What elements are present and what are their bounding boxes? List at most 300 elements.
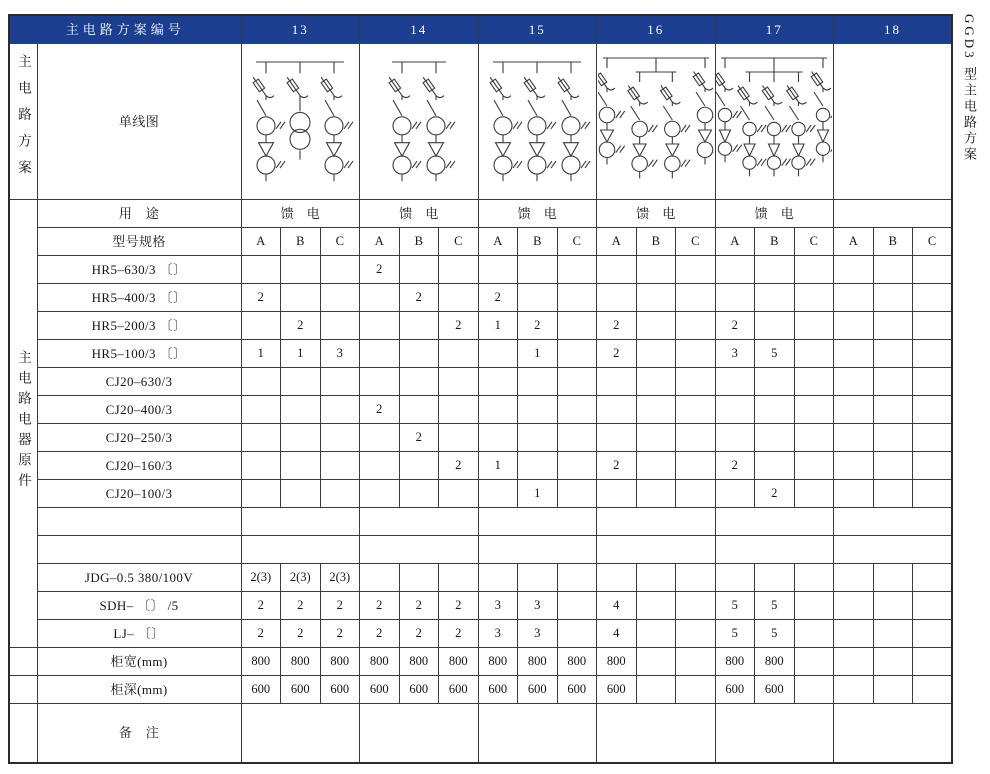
table-row [9, 507, 952, 535]
table-row [9, 283, 952, 311]
value-cell [715, 563, 755, 591]
value-cell: 5 [715, 619, 755, 647]
value-cell [794, 255, 834, 283]
value-cell [755, 451, 795, 479]
value-cell: 800 [715, 647, 755, 675]
value-cell [913, 283, 953, 311]
value-cell: 600 [439, 675, 479, 703]
subcolumn-header: A [478, 227, 518, 255]
value-cell [873, 647, 913, 675]
value-cell [834, 423, 874, 451]
value-cell: 1 [478, 311, 518, 339]
value-cell [439, 395, 479, 423]
section-label-main-circuit-components [9, 199, 37, 647]
scheme-number-15: 15 [478, 15, 597, 43]
value-cell [518, 367, 558, 395]
single-line-diagram-15-drawing [479, 46, 595, 198]
value-cell: 3 [518, 591, 558, 619]
value-cell [320, 479, 360, 507]
subcolumn-header: B [636, 227, 676, 255]
value-cell: 3 [478, 591, 518, 619]
value-cell: 2 [399, 423, 439, 451]
value-cell [676, 423, 716, 451]
value-cell [676, 339, 716, 367]
value-cell [636, 339, 676, 367]
value-cell [873, 395, 913, 423]
value-cell [241, 535, 360, 563]
value-cell [478, 367, 518, 395]
value-cell [834, 563, 874, 591]
value-cell [241, 479, 281, 507]
value-cell [320, 395, 360, 423]
value-cell [597, 283, 637, 311]
subcolumn-header: C [439, 227, 479, 255]
narrow-spacer-cell [9, 647, 37, 675]
value-cell [636, 395, 676, 423]
value-cell [399, 395, 439, 423]
value-cell: 2 [715, 451, 755, 479]
value-cell [399, 479, 439, 507]
scheme-number-13: 13 [241, 15, 360, 43]
value-cell: 600 [478, 675, 518, 703]
value-cell [794, 451, 834, 479]
value-cell: 5 [755, 619, 795, 647]
value-cell [360, 535, 479, 563]
value-cell: 2 [518, 311, 558, 339]
value-cell: 2 [439, 591, 479, 619]
single-line-diagram-label: 单线图 [37, 43, 241, 199]
value-cell: 2 [478, 283, 518, 311]
value-cell [794, 423, 834, 451]
value-cell: 2 [281, 619, 321, 647]
value-cell: 800 [597, 647, 637, 675]
row-label: CJ20–250/3 [37, 423, 241, 451]
value-cell [557, 563, 597, 591]
value-cell [794, 311, 834, 339]
remark-value [597, 703, 716, 763]
value-cell [794, 563, 834, 591]
value-cell [478, 423, 518, 451]
usage-value: 馈 电 [715, 199, 834, 227]
table-row [9, 395, 952, 423]
value-cell: 600 [755, 675, 795, 703]
value-cell [755, 563, 795, 591]
value-cell [873, 255, 913, 283]
value-cell: 2 [281, 311, 321, 339]
value-cell [518, 451, 558, 479]
subcolumn-header: B [873, 227, 913, 255]
row-label: HR5–100/3 〔〕 [37, 339, 241, 367]
value-cell [676, 311, 716, 339]
value-cell: 800 [557, 647, 597, 675]
single-line-diagram-14 [360, 43, 479, 199]
value-cell [557, 423, 597, 451]
value-cell [597, 395, 637, 423]
value-cell [320, 423, 360, 451]
usage-value [834, 199, 953, 227]
value-cell [597, 479, 637, 507]
value-cell [241, 451, 281, 479]
value-cell [715, 423, 755, 451]
value-cell [360, 563, 400, 591]
value-cell [794, 675, 834, 703]
value-cell [834, 647, 874, 675]
scheme-number-18: 18 [834, 15, 953, 43]
remark-value [360, 703, 479, 763]
scheme-number-16: 16 [597, 15, 716, 43]
value-cell [241, 507, 360, 535]
value-cell [518, 423, 558, 451]
usage-row [9, 199, 952, 227]
row-label: CJ20–160/3 [37, 451, 241, 479]
value-cell [913, 675, 953, 703]
value-cell: 2 [360, 619, 400, 647]
value-cell [715, 283, 755, 311]
value-cell [478, 535, 597, 563]
value-cell: 600 [320, 675, 360, 703]
value-cell [360, 451, 400, 479]
value-cell [834, 675, 874, 703]
value-cell: 3 [518, 619, 558, 647]
single-line-diagram-13 [241, 43, 360, 199]
subcolumn-header: A [715, 227, 755, 255]
row-label: JDG–0.5 380/100V [37, 563, 241, 591]
remark-value [834, 703, 953, 763]
value-cell [834, 591, 874, 619]
section-label-text: 主电路电器原件 [16, 350, 31, 494]
value-cell [834, 535, 953, 563]
value-cell [360, 507, 479, 535]
value-cell [320, 283, 360, 311]
value-cell [913, 367, 953, 395]
value-cell: 2 [399, 283, 439, 311]
value-cell [557, 255, 597, 283]
value-cell [241, 395, 281, 423]
value-cell [597, 563, 637, 591]
value-cell: 2 [360, 395, 400, 423]
page-side-title: GGD3 型主电路方案 [962, 14, 977, 163]
value-cell [873, 675, 913, 703]
value-cell [873, 311, 913, 339]
value-cell [913, 311, 953, 339]
value-cell [399, 451, 439, 479]
usage-value: 馈 电 [241, 199, 360, 227]
value-cell: 600 [399, 675, 439, 703]
value-cell [715, 395, 755, 423]
value-cell [636, 591, 676, 619]
value-cell [755, 423, 795, 451]
value-cell [320, 451, 360, 479]
row-label [37, 535, 241, 563]
value-cell: 800 [518, 647, 558, 675]
value-cell [557, 339, 597, 367]
value-cell [715, 535, 834, 563]
single-line-diagram-17 [715, 43, 834, 199]
value-cell: 2 [597, 311, 637, 339]
subcolumn-header: B [518, 227, 558, 255]
value-cell [518, 283, 558, 311]
narrow-spacer-cell [9, 675, 37, 703]
value-cell: 800 [478, 647, 518, 675]
single-line-diagram-16 [597, 43, 716, 199]
value-cell [676, 563, 716, 591]
subcolumn-header: B [755, 227, 795, 255]
value-cell: 2 [399, 591, 439, 619]
value-cell [913, 451, 953, 479]
usage-label: 用 途 [37, 199, 241, 227]
value-cell [636, 367, 676, 395]
value-cell [913, 423, 953, 451]
value-cell [834, 367, 874, 395]
value-cell [834, 451, 874, 479]
remark-value [478, 703, 597, 763]
value-cell [241, 255, 281, 283]
value-cell [873, 479, 913, 507]
value-cell [636, 675, 676, 703]
value-cell [439, 479, 479, 507]
value-cell: 800 [241, 647, 281, 675]
value-cell: 2 [715, 311, 755, 339]
value-cell: 2 [399, 619, 439, 647]
value-cell [557, 283, 597, 311]
value-cell [834, 479, 874, 507]
table-row [9, 311, 952, 339]
value-cell [557, 451, 597, 479]
value-cell [281, 255, 321, 283]
value-cell [320, 255, 360, 283]
value-cell [913, 339, 953, 367]
value-cell [518, 255, 558, 283]
value-cell: 2 [320, 619, 360, 647]
value-cell [597, 423, 637, 451]
subcolumn-header: B [281, 227, 321, 255]
value-cell [636, 311, 676, 339]
value-cell: 2 [360, 591, 400, 619]
value-cell: 600 [597, 675, 637, 703]
table-row [9, 675, 952, 703]
subcolumn-header: C [676, 227, 716, 255]
value-cell [755, 255, 795, 283]
value-cell [676, 479, 716, 507]
usage-value: 馈 电 [597, 199, 716, 227]
value-cell: 2 [439, 451, 479, 479]
value-cell [715, 255, 755, 283]
value-cell: 1 [281, 339, 321, 367]
value-cell: 800 [360, 647, 400, 675]
table-row [9, 367, 952, 395]
value-cell [241, 423, 281, 451]
value-cell: 800 [755, 647, 795, 675]
usage-value: 馈 电 [478, 199, 597, 227]
subcolumn-header: A [360, 227, 400, 255]
value-cell: 600 [360, 675, 400, 703]
table-row [9, 479, 952, 507]
value-cell [597, 255, 637, 283]
value-cell: 2 [241, 619, 281, 647]
value-cell [676, 395, 716, 423]
value-cell [834, 311, 874, 339]
value-cell: 4 [597, 591, 637, 619]
value-cell [755, 395, 795, 423]
table-row [9, 563, 952, 591]
value-cell [913, 647, 953, 675]
value-cell [636, 619, 676, 647]
value-cell: 2(3) [281, 563, 321, 591]
value-cell [715, 507, 834, 535]
spec-header-row [9, 227, 952, 255]
value-cell [715, 367, 755, 395]
value-cell [557, 311, 597, 339]
row-label: LJ– 〔〕 [37, 619, 241, 647]
value-cell [834, 619, 874, 647]
subcolumn-header: A [597, 227, 637, 255]
value-cell [399, 311, 439, 339]
value-cell: 2 [241, 283, 281, 311]
value-cell [557, 619, 597, 647]
value-cell [439, 563, 479, 591]
row-label: 柜宽(mm) [37, 647, 241, 675]
table-row [9, 339, 952, 367]
value-cell [439, 423, 479, 451]
value-cell: 2 [439, 619, 479, 647]
subcolumn-header: A [241, 227, 281, 255]
value-cell: 2 [320, 591, 360, 619]
value-cell [360, 311, 400, 339]
value-cell [557, 479, 597, 507]
value-cell [755, 311, 795, 339]
table-row [9, 535, 952, 563]
value-cell: 2 [241, 591, 281, 619]
value-cell [913, 479, 953, 507]
value-cell: 800 [399, 647, 439, 675]
value-cell [873, 339, 913, 367]
value-cell [913, 563, 953, 591]
value-cell [794, 367, 834, 395]
subcolumn-header: C [794, 227, 834, 255]
value-cell [597, 367, 637, 395]
diagram-row [9, 43, 952, 199]
single-line-diagram-15 [478, 43, 597, 199]
spec-header-label: 型号规格 [37, 227, 241, 255]
value-cell [794, 591, 834, 619]
value-cell: 4 [597, 619, 637, 647]
subcolumn-header: C [913, 227, 953, 255]
value-cell [913, 395, 953, 423]
table-row [9, 423, 952, 451]
remark-row [9, 703, 952, 763]
value-cell: 2(3) [241, 563, 281, 591]
value-cell [913, 255, 953, 283]
subcolumn-header: C [557, 227, 597, 255]
remark-value [241, 703, 360, 763]
value-cell: 800 [320, 647, 360, 675]
value-cell [794, 647, 834, 675]
value-cell: 5 [715, 591, 755, 619]
row-label: CJ20–630/3 [37, 367, 241, 395]
value-cell: 5 [755, 339, 795, 367]
value-cell [439, 367, 479, 395]
value-cell: 3 [478, 619, 518, 647]
value-cell [241, 367, 281, 395]
value-cell: 600 [518, 675, 558, 703]
value-cell [794, 339, 834, 367]
value-cell [834, 339, 874, 367]
value-cell: 2 [597, 339, 637, 367]
value-cell [834, 255, 874, 283]
value-cell [873, 591, 913, 619]
value-cell [834, 395, 874, 423]
value-cell: 600 [241, 675, 281, 703]
value-cell [597, 507, 716, 535]
value-cell [399, 255, 439, 283]
single-line-diagram-17-drawing [716, 46, 832, 198]
value-cell [794, 619, 834, 647]
value-cell [360, 479, 400, 507]
row-label: 柜深(mm) [37, 675, 241, 703]
value-cell [478, 507, 597, 535]
value-cell [360, 423, 400, 451]
value-cell [636, 563, 676, 591]
value-cell [636, 451, 676, 479]
value-cell [557, 591, 597, 619]
subcolumn-header: C [320, 227, 360, 255]
value-cell [834, 283, 874, 311]
value-cell [281, 451, 321, 479]
value-cell [399, 563, 439, 591]
scheme-table [8, 14, 953, 764]
value-cell [676, 675, 716, 703]
remark-value [715, 703, 834, 763]
value-cell [439, 255, 479, 283]
value-cell: 1 [518, 479, 558, 507]
value-cell [873, 367, 913, 395]
value-cell [399, 339, 439, 367]
value-cell [913, 619, 953, 647]
value-cell: 600 [281, 675, 321, 703]
row-label [37, 507, 241, 535]
value-cell: 600 [557, 675, 597, 703]
row-label: SDH– 〔〕 /5 [37, 591, 241, 619]
value-cell [676, 591, 716, 619]
single-line-diagram-18 [834, 43, 953, 199]
value-cell: 3 [715, 339, 755, 367]
value-cell [676, 451, 716, 479]
single-line-diagram-16-drawing [598, 46, 714, 198]
table-header-row [9, 15, 952, 43]
row-label: CJ20–100/3 [37, 479, 241, 507]
single-line-diagram-14-drawing [361, 46, 477, 198]
value-cell: 1 [478, 451, 518, 479]
single-line-diagram-13-drawing [242, 46, 358, 198]
value-cell [794, 395, 834, 423]
value-cell [439, 283, 479, 311]
value-cell [281, 367, 321, 395]
value-cell [676, 367, 716, 395]
value-cell: 1 [518, 339, 558, 367]
value-cell [873, 619, 913, 647]
remark-label: 备 注 [37, 703, 241, 763]
value-cell [281, 479, 321, 507]
value-cell [557, 395, 597, 423]
value-cell: 2 [597, 451, 637, 479]
value-cell: 3 [320, 339, 360, 367]
value-cell [636, 283, 676, 311]
value-cell: 800 [281, 647, 321, 675]
value-cell [399, 367, 439, 395]
value-cell [439, 339, 479, 367]
value-cell [360, 339, 400, 367]
value-cell [360, 367, 400, 395]
